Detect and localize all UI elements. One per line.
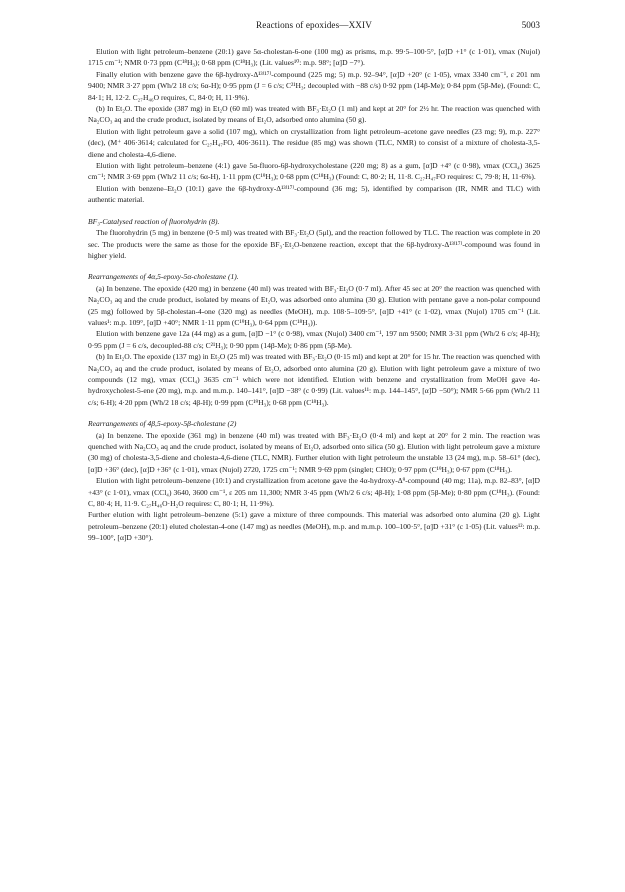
body-paragraph: Elution with benzene–Et₂O (10:1) gave the 6β-hydroxy-Δ¹³⁽¹⁷⁾-compound (36 mg; 5), identified by comparison (IR, NMR and TLC) with authentic material. [88, 183, 540, 205]
body-paragraph: Elution with light petroleum–benzene (10:1) and crystallization from acetone gave the 4α-hydroxy-Δ⁹-compound (40 mg; 11a), m.p. 82–83°, [α]D +43° (c 1·01), νmax (CCl₄) 3640, 3600 cm⁻¹, ε 205 nm 11,300; NMR 3·45 ppm (Wh/2 6 c/s; 4β-H); 1·08 ppm (5β-Me); 0·80 ppm (C¹⁸H₃). (Found: C, 80·4; H, 11·9. C₂₇H₄₆O·H₂O requires: C, 80·1; H, 11·9%). [88, 476, 540, 509]
running-title: Reactions of epoxides—XXIV [256, 20, 372, 30]
page-header [88, 20, 540, 34]
body-paragraph: Elution with light petroleum–benzene (4:1) gave 5α-fluoro-6β-hydroxycholestane (220 mg; 8) as a gum, [α]D +4° (c 0·98), νmax (CCl₄) 3625 cm⁻¹; NMR 3·69 ppm (Wh/2 11 c/s; 6α-H), 1·11 ppm (C¹⁹H₃); 0·68 ppm (C¹⁸H₃) (Found: C, 80·2; H, 11·8. C₂₇H₄₇FO requires: C, 79·8; H, 11·6%). [88, 161, 540, 182]
body-paragraph: Elution with light petroleum–benzene (20:1) gave 5α-cholestan-6-one (100 mg) as prisms, m.p. 99·5–100·5°, [α]D +1° (c 1·01), νmax (Nujol) 1715 cm⁻¹; NMR 0·73 ppm (C¹⁸H₃); 0·68 ppm (C¹⁸H₃); (Lit. values¹⁰: m.p. 98°; [α]D −7°). [88, 47, 540, 68]
body-paragraph: Further elution with light petroleum–benzene (5:1) gave a mixture of three compounds. This material was adsorbed onto alumina (20 g). Light petroleum–benzene (20:1) eluted cholestan-4-one (147 mg) as needles (MeOH), m.p. and m.m.p. 100–100·5°, [α]D +31° (c 1·05) (Lit. values¹²: m.p. 99–100°, [α]D +30°). [88, 510, 540, 543]
page-number: 5003 [521, 20, 540, 30]
article-body [88, 46, 540, 544]
body-paragraph: (b) In Et₂O. The epoxide (387 mg) in Et₂O (60 ml) was treated with BF₃·Et₂O (1 ml) and kept at 20° for 2½ hr. The reaction was quenched with Na₂CO₃ aq and the crude product, isolated by means of Et₂O, adsorbed onto alumina (50 g). [88, 104, 540, 125]
section-heading: BF₃-Catalysed reaction of fluorohydrin (8). [88, 216, 220, 226]
body-paragraph: Elution with light petroleum gave a solid (107 mg), which on crystallization from light petroleum–acetone gave needles (23 mg; 9), m.p. 227° (dec), (M⁺ 406·3614; calculated for C₂₇H₄₇FO, 406·3611). The residue (85 mg) was shown (TLC, NMR) to consist of a mixture of cholesta-3,5-diene and cholesta-4,6-diene. [88, 126, 540, 159]
body-paragraph: (a) In benzene. The epoxide (361 mg) in benzene (40 ml) was treated with BF₃·Et₂O (0·4 ml) and kept at 20° for 2 min. The reaction was quenched with Na₂CO₃ aq and the crude product, isolated by means of Et₂O, adsorbed onto silica (50 g). Elution with light petroleum gave a mixture (30 mg) of cholesta-3,5-diene and cholesta-4,6-diene (TLC, NMR). Further elution with light petroleum the unstable 13 (24 mg), m.p. 58–61° (dec), [α]D +36° (dec), [α]D +36° (c 1·01), νmax (Nujol) 2720, 1725 cm⁻¹; NMR 9·69 ppm (singlet; CHO); 0·97 ppm (C¹⁹H₃); 0·67 ppm (C¹⁸H₃). [88, 430, 540, 474]
body-paragraph: The fluorohydrin (5 mg) in benzene (0·5 ml) was treated with BF₃·Et₂O (5μl), and the reaction followed by TLC. The reaction was complete in 20 sec. The products were the same as those for the epoxide BF₃·Et₂O-benzene reaction, except that the 6β-hydroxy-Δ¹³⁽¹⁷⁾-compound was found in higher yield. [88, 228, 540, 260]
section-heading: Rearrangements of 4β,5-epoxy-5β-cholestane (2) [88, 419, 237, 429]
section-heading: Rearrangements of 4α,5-epoxy-5α-cholestane (1). [88, 272, 239, 282]
body-paragraph: (b) In Et₂O. The epoxide (137 mg) in Et₂O (25 ml) was treated with BF₃·Et₂O (0·15 ml) and kept at 20° for 15 hr. The reaction was quenched with Na₂CO₃ aq and the crude product, isolated by means of Et₂O, adsorbed onto alumina (20 g). Elution with light petroleum gave a mixture of two compounds (12 mg), νmax (CCl₄) 3635 cm⁻¹ which were not identified. Elution with benzene and crystallization from MeOH gave 4α-hydroxycholest-5-ene (20 mg), m.p. and m.m.p. 140–141°, [α]D −38° (c 0·99) (Lit. values¹¹: m.p. 144–145°, [α]D −50°); NMR 5·66 ppm (Wh/2 11 c/s; 6-H); 4·20 ppm (Wh/2 18 c/s; 4β-H); 0·99 ppm (C¹⁹H₃); 0·68 ppm (C¹⁸H₃). [88, 352, 540, 407]
body-paragraph: (a) In benzene. The epoxide (420 mg) in benzene (40 ml) was treated with BF₃·Et₂O (0·7 ml). After 45 sec at 20° the reaction was quenched with Na₂CO₃ aq and the crude product, isolated by means of Et₂O, was adsorbed onto alumina (30 g). Elution with pentane gave a non-polar compound (25 mg) followed by 5β-cholestan-4-one (320 mg) as needles (MeOH), m.p. 108·5–109·5°, [α]D +41° (c 1·02), νmax (Nujol) 1705 cm⁻¹ (Lit. values¹: m.p. 109°, [α]D +40°; NMR 1·11 ppm (C¹⁹H₃), 0·64 ppm (C¹⁸H₃)). [88, 283, 540, 327]
body-paragraph: Elution with benzene gave 12a (44 mg) as a gum, [α]D −1° (c 0·98), νmax (Nujol) 3400 cm⁻¹, 197 nm 9500; NMR 3·31 ppm (Wh/2 6 c/s; 4β-H); 0·95 ppm (J = 6 c/s, decoupled-88 c/s; C²¹H₃); 0·90 ppm (14β-Me); 0·86 ppm (5β-Me). [88, 329, 540, 350]
body-paragraph: Finally elution with benzene gave the 6β-hydroxy-Δ¹³⁽¹⁷⁾-compound (225 mg; 5) m.p. 92–94°, [α]D +20° (c 1·05), νmax 3340 cm⁻¹, ε 201 nm 9400; NMR 3·27 ppm (Wh/2 18 c/s; 6α-H); 0·95 ppm (J = 6 c/s; C²¹H₃; decoupled with −88 c/s) 0·92 ppm (14β-Me); 0·84 ppm (5β-Me), (Found: C, 84·1; H, 12·2. C₂₇H₄₆O requires, C, 84·0; H, 11·9%). [88, 69, 540, 102]
